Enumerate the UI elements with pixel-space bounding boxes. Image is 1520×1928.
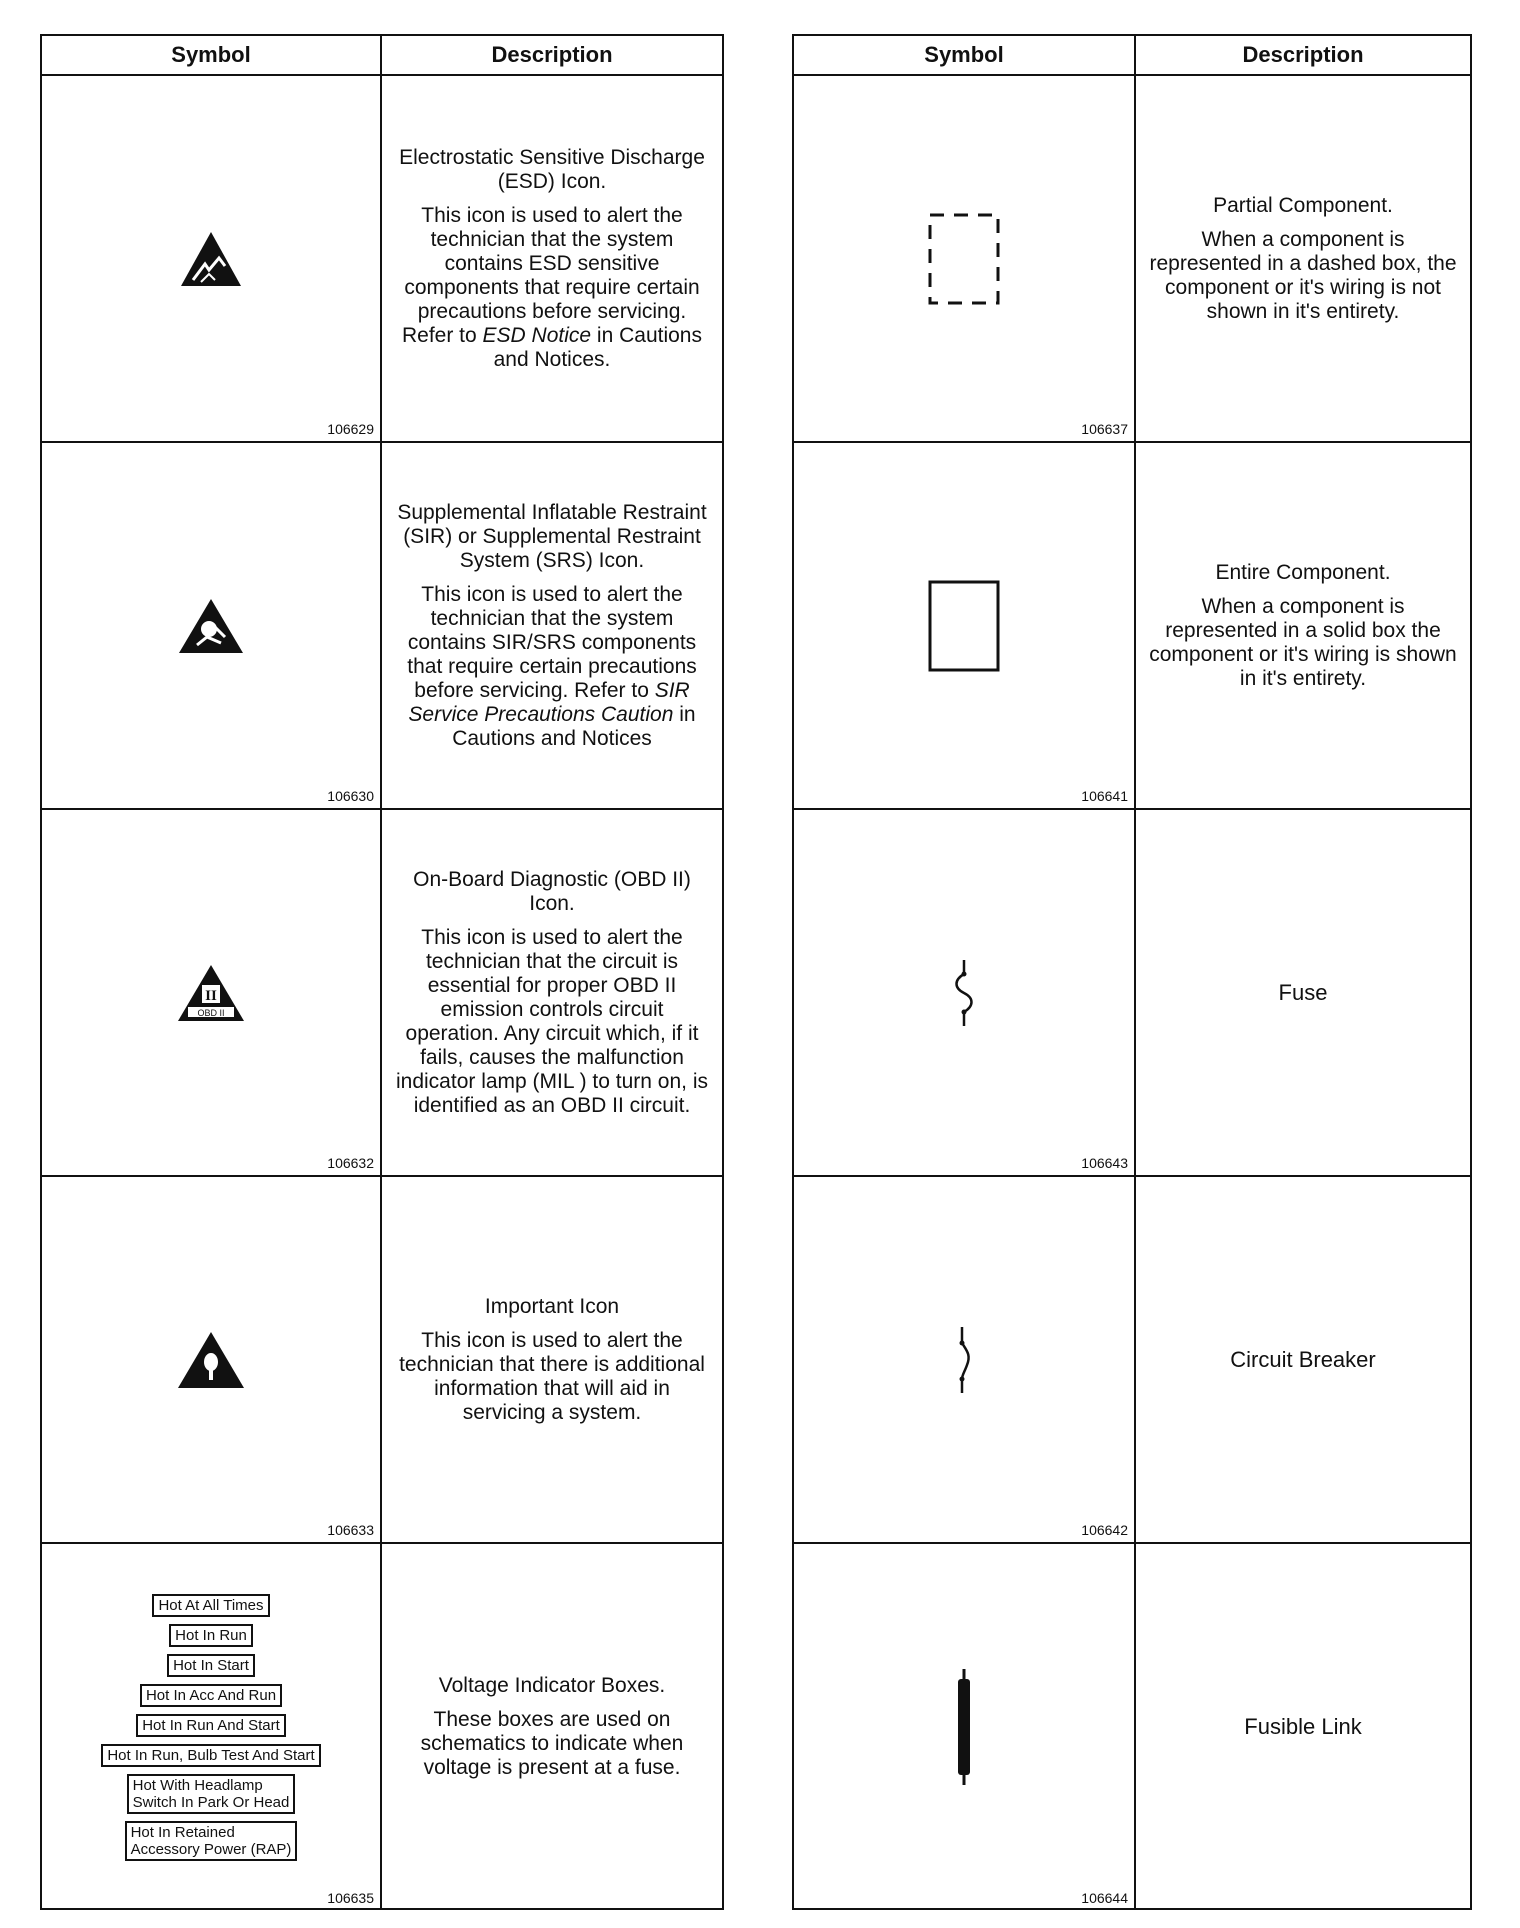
description-title: Voltage Indicator Boxes. <box>438 1674 666 1697</box>
header-description: Description <box>491 42 613 67</box>
description-body: This icon is used to alert the technician that there is additional information that will aid in servicing a system. <box>399 1328 705 1424</box>
figure-number: 106637 <box>1081 421 1128 437</box>
figure-number: 106644 <box>1081 1890 1128 1906</box>
description-cell <box>1136 1544 1470 1910</box>
left-symbol-table <box>40 34 724 1910</box>
header-symbol: Symbol <box>794 36 1136 74</box>
figure-number: 106632 <box>327 1155 374 1171</box>
figure-number: 106643 <box>1081 1155 1128 1171</box>
figure-number: 106633 <box>327 1522 374 1538</box>
voltage-box: Hot In Run And Start <box>136 1714 286 1737</box>
figure-number: 106642 <box>1081 1522 1128 1538</box>
description-title: Important Icon <box>484 1294 620 1318</box>
header-symbol: Symbol <box>42 36 382 74</box>
voltage-box: Hot In Run, Bulb Test And Start <box>101 1744 320 1767</box>
description-title: Electrostatic Sensitive Discharge (ESD) Icon. <box>399 145 705 193</box>
header-description: Description <box>1242 42 1364 67</box>
fusible-link-icon <box>949 1667 979 1787</box>
dashed-box-icon <box>927 212 1001 306</box>
voltage-box: Hot With Headlamp Switch In Park Or Head <box>127 1774 296 1814</box>
description-cell <box>382 1177 722 1542</box>
description-cell <box>382 810 722 1175</box>
description-label: Fusible Link <box>1244 1714 1362 1739</box>
symbol-cell <box>42 1177 382 1542</box>
description-body: These boxes are used on schematics to indicate when voltage is present at a fuse. <box>420 1708 684 1779</box>
description-cell <box>382 443 722 808</box>
description-cell <box>382 1544 722 1910</box>
description-cell <box>1136 76 1470 441</box>
symbol-cell <box>794 1544 1136 1910</box>
table-row <box>42 1177 722 1544</box>
figure-number: 106629 <box>327 421 374 437</box>
fuse-icon <box>949 958 979 1028</box>
table-header <box>42 36 722 76</box>
description-label: Fuse <box>1278 979 1328 1005</box>
symbol-cell <box>42 1544 382 1910</box>
symbol-cell <box>794 443 1136 808</box>
symbol-cell <box>42 76 382 441</box>
table-row <box>794 76 1470 443</box>
table-row <box>794 1544 1470 1910</box>
obd-ii-icon <box>176 963 246 1023</box>
obd-icon-bottom-text: OBD II <box>197 1007 225 1018</box>
table-row <box>42 810 722 1177</box>
voltage-box: Hot At All Times <box>152 1594 269 1617</box>
table-header <box>794 36 1470 76</box>
description-cell <box>1136 1177 1470 1542</box>
table-row <box>794 810 1470 1177</box>
symbol-cell <box>794 76 1136 441</box>
important-icon <box>176 1330 246 1390</box>
obd-icon-top-text: II <box>205 987 217 1004</box>
symbol-cell <box>794 810 1136 1175</box>
voltage-box: Hot In Acc And Run <box>140 1684 282 1707</box>
description-body: This icon is used to alert the technician that the circuit is essential for proper OBD II emission controls circuit operation. Any circuit which, if it fails, causes the malfunction indicator lamp (MIL ) to turn on, is identified as an OBD II circuit. <box>395 925 708 1117</box>
symbol-cell <box>42 443 382 808</box>
description-body: This icon is used to alert the technician that the system contains ESD sensitive components that require certain precautions before servicing. Refer to ESD Notice in Cautions and Notices. <box>402 203 702 371</box>
description-label: Circuit Breaker <box>1230 1346 1376 1372</box>
circuit-breaker-icon <box>949 1325 979 1395</box>
voltage-indicator-boxes <box>101 1594 320 1861</box>
solid-box-icon <box>927 579 1001 673</box>
description-title: On-Board Diagnostic (OBD II) Icon. <box>413 867 691 915</box>
table-row <box>794 1177 1470 1544</box>
description-body: When a component is represented in a dashed box, the component or it's wiring is not shown in it's entirety. <box>1149 227 1457 323</box>
description-title: Entire Component. <box>1215 560 1391 584</box>
table-row <box>42 443 722 810</box>
symbol-cell <box>794 1177 1136 1542</box>
voltage-box: Hot In Run <box>169 1624 253 1647</box>
description-title: Partial Component. <box>1213 193 1393 217</box>
description-title: Supplemental Inflatable Restraint (SIR) or Supplemental Restraint System (SRS) Icon. <box>397 500 707 572</box>
voltage-box: Hot In Start <box>167 1654 255 1677</box>
figure-number: 106635 <box>327 1890 374 1906</box>
description-cell <box>1136 810 1470 1175</box>
description-cell <box>1136 443 1470 808</box>
description-body: When a component is represented in a solid box the component or it's wiring is shown in it's entirety. <box>1149 594 1457 690</box>
description-cell <box>382 76 722 441</box>
right-symbol-table <box>792 34 1472 1910</box>
table-row <box>794 443 1470 810</box>
symbol-cell <box>42 810 382 1175</box>
voltage-box: Hot In Retained Accessory Power (RAP) <box>125 1821 298 1861</box>
esd-icon <box>179 230 243 288</box>
figure-number: 106641 <box>1081 788 1128 804</box>
description-body: This icon is used to alert the technician that the system contains SIR/SRS components that require certain precautions before servicing. Refer to SIR Service Precautions Caution in Cautions and Notices <box>407 582 697 750</box>
figure-number: 106630 <box>327 788 374 804</box>
table-row <box>42 1544 722 1910</box>
table-row <box>42 76 722 443</box>
sir-srs-icon <box>177 597 245 655</box>
